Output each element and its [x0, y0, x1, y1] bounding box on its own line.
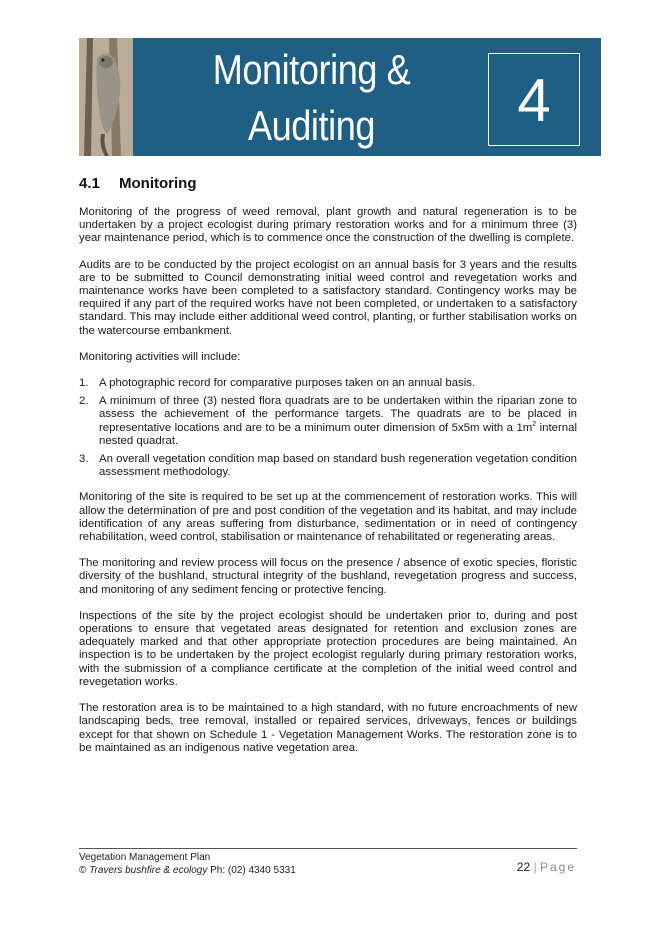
page-indicator [517, 860, 576, 874]
chapter-banner [79, 38, 601, 156]
list-number: 3. [79, 453, 89, 466]
page-label: Page [539, 860, 576, 874]
possum-photo [79, 38, 133, 156]
list-item-text: A minimum of three (3) nested flora quadrats are to be undertaken within the riparian zone to assess the achievement of the performance targets. The quadrats are to be placed in representative locations and are to be a minimum outer dimension of 5x5m with a 1m [99, 395, 577, 434]
company-name: Travers bushfire & ecology [89, 865, 208, 876]
list-item [79, 377, 577, 390]
section-heading [79, 175, 196, 192]
footer-info [79, 851, 296, 877]
page-number: 22 [516, 860, 531, 874]
list-item-text: An overall vegetation condition map based on standard bush regeneration vegetation condition assessment methodology. [99, 453, 577, 479]
paragraph: Audits are to be conducted by the project ecologist on an annual basis for 3 years and the results are to be submitted to Council demonstrating initial weed control and revegetation works and maintenance works have been completed to a satisfactory standard. Contingency works may be required if any part of the required works have not been completed, or undertaken to a satisfactory standard. This may include either additional weed control, planting, or further stabilisation works on the watercourse embankment. [79, 258, 577, 337]
footer-divider [79, 848, 577, 849]
list-item-text-tail: internal nested quadrat. [99, 421, 577, 447]
copyright-symbol: © [79, 865, 87, 876]
chapter-title-line1: Monitoring & [212, 46, 411, 93]
chapter-title [163, 42, 460, 154]
list-item [79, 395, 577, 448]
section-number: 4.1 [79, 175, 100, 192]
list-number: 2. [79, 395, 89, 408]
paragraph: The restoration area is to be maintained to a high standard, with no future encroachments of new landscaping beds, tree removal, installed or repaired services, driveways, fences or buildings except for that shown on Schedule 1 - Vegetation Management Works. The restoration zone is to be maintained as an indigenous native vegetation area. [79, 702, 577, 754]
body-text [79, 206, 577, 768]
phone-number: Ph: (02) 4340 5331 [207, 865, 296, 876]
chapter-number: 4 [488, 53, 580, 146]
list-item [79, 453, 577, 479]
list-item-text: A photographic record for comparative purposes taken on an annual basis. [99, 377, 476, 390]
paragraph: Monitoring of the progress of weed removal, plant growth and natural regeneration is to be undertaken by a project ecologist during primary restoration works and for a minimum three (3) year maintenance period, which is to commence once the construction of the dwelling is complete. [79, 206, 577, 245]
list-number: 1. [79, 377, 89, 390]
footer-doc-title: Vegetation Management Plan [79, 852, 211, 863]
chapter-title-line2: Auditing [247, 102, 376, 149]
footer-credit [79, 864, 296, 877]
monitoring-activities-list [79, 377, 577, 479]
paragraph: Monitoring activities will include: [79, 350, 241, 363]
paragraph: Monitoring of the site is required to be set up at the commencement of restoration works. This will allow the determination of pre and post condition of the vegetation and its habitat, and may include identification of any areas suffering from disturbance, sedimentation or in need of contingency rehabilitation, weed control, stabilisation or maintenance of rehabilitated or regenerating areas. [79, 491, 577, 544]
page-separator: | [533, 860, 537, 874]
superscript: 2 [532, 420, 537, 428]
paragraph: The monitoring and review process will focus on the presence / absence of exotic species, floristic diversity of the bushland, structural integrity of the bushland, revegetation progress and success, and monitoring of any sediment fencing or protective fencing. [79, 557, 577, 596]
paragraph: Inspections of the site by the project ecologist should be undertaken prior to, during and post operations to ensure that vegetated areas designated for retention and exclusion zones are adequately marked and that other appropriate protection procedures are being maintained. An inspection is to be undertaken by the project ecologist regularly during primary restoration works, with the submission of a compliance certificate at the completion of the initial weed control and revegetation works. [79, 609, 577, 688]
section-title: Monitoring [119, 175, 197, 192]
